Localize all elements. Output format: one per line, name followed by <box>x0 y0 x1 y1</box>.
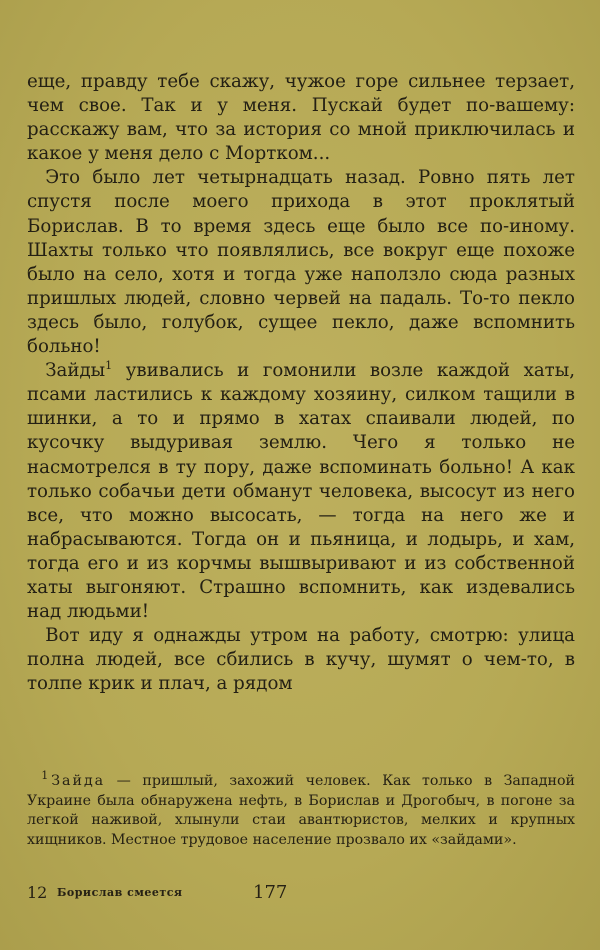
footnote <box>27 769 575 850</box>
footnote-number: 1 <box>41 769 49 783</box>
paragraph-2 <box>27 166 575 359</box>
footnote-text: — пришлый, захожий человек. Как только в Западной Украине была обнаружена нефть, в Борислав и Дрогобыч, в погоне за легкой наживой, хлынули стаи авантюристов, мелких и крупных хищников. Местное трудовое население прозвало их «зайдами». <box>27 773 575 848</box>
signature-number: 12 <box>27 883 48 902</box>
page-number: 177 <box>253 882 288 903</box>
paragraph-2-text: Это было лет четырнадцать назад. Ровно пять лет спустя после моего прихода в этот проклятый Борислав. В то время здесь еще было все по-иному. Шахты только что появлялись, все вокруг еще похоже было на село, хотя и тогда уже наползло сюда разных пришлых людей, словно червей на падаль. То-то пекло здесь было, голубок, сущее пекло, даже вспомнить больно! <box>27 167 575 358</box>
footnote-reference: 1 <box>105 359 113 373</box>
paragraph-3-text: увивались и гомонили возле каждой хаты, псами ластились к каждому хозяину, силком тащили в шинки, а то и прямо в хатах спаивали людей, по кусочку выдуривая землю. Чего я только не насмотрелся в ту пору, даже вспоминать больно! А как только собачьи дети обманут человека, высосут из него все, что можно высосать, — тогда на него же и набрасываются. Тогда он и пьяница, и лодырь, и хам, тогда его и из корчмы вышвыривают и из собственной хаты выгоняют. Страшно вспомнить, как издевались над людьми! <box>27 360 575 623</box>
paragraph-3 <box>27 359 575 624</box>
paragraph-3-lead: Зайды <box>45 360 106 382</box>
main-text <box>27 70 575 696</box>
footnote-term: Зайда <box>51 773 106 789</box>
paragraph-4-text: Вот иду я однажды утром на работу, смотрю: улица полна людей, все сбились в кучу, шумят о чем-то, в толпе крик и плач, а рядом <box>27 625 575 695</box>
paragraph-1: еще, правду тебе скажу, чужое горе сильнее терзает, чем свое. Так и у меня. Пускай будет по-вашему: расскажу вам, что за история со мной приключилась и какое у меня дело с Мортком... <box>27 71 575 165</box>
page-footer <box>27 880 575 908</box>
signature-title: Борислав смеется <box>57 886 183 899</box>
paragraph-4 <box>27 624 575 696</box>
